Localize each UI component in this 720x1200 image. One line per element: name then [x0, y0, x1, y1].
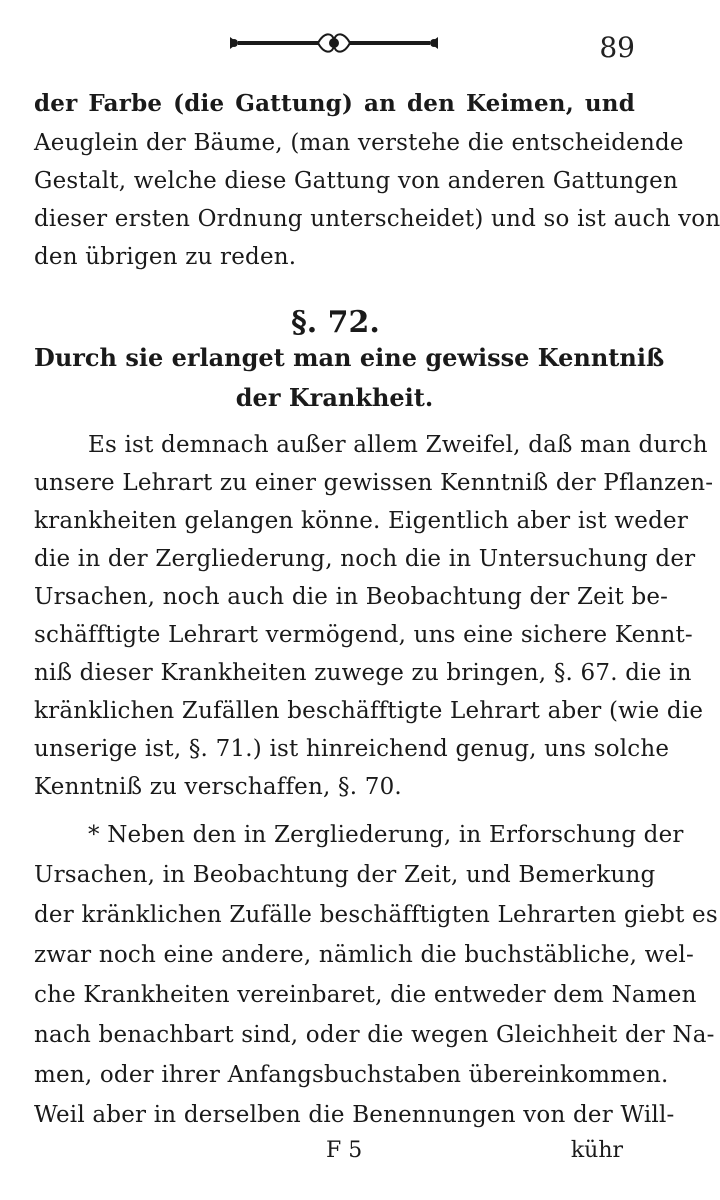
- printer-ornament-icon: [228, 28, 440, 58]
- note-line: * Neben den in Zergliederung, in Erforschung der: [88, 822, 684, 848]
- text-line: kränklichen Zufällen beschäfftigte Lehrart aber (wie die: [34, 698, 704, 724]
- text-line: schäfftigte Lehrart vermögend, uns eine sichere Kennt-: [34, 622, 693, 648]
- note-line: der kränklichen Zufälle beschäfftigten Lehrarten giebt es: [34, 902, 718, 928]
- note-line: nach benachbart sind, oder die wegen Gleichheit der Na-: [34, 1022, 715, 1048]
- note-line: men, oder ihrer Anfangsbuchstaben übereinkommen.: [34, 1062, 669, 1088]
- note-line: Ursachen, in Beobachtung der Zeit, und Bemerkung: [34, 862, 656, 888]
- signature-mark: F 5: [326, 1138, 363, 1163]
- text-line: Aeuglein der Bäume, (man verstehe die entscheidende: [34, 130, 684, 156]
- section-heading: der Krankheit.: [235, 383, 434, 412]
- text-line: unsere Lehrart zu einer gewissen Kenntniß der Pflanzen-: [34, 470, 714, 496]
- note-line: Weil aber in derselben die Benennungen von der Will-: [34, 1102, 675, 1128]
- text-line: die in der Zergliederung, noch die in Untersuchung der: [34, 546, 696, 572]
- section-heading: Durch sie erlanget man eine gewisse Kenntniß: [34, 343, 665, 372]
- text-line: Ursachen, noch auch die in Beobachtung der Zeit be-: [34, 584, 669, 610]
- note-line: zwar noch eine andere, nämlich die buchstäbliche, wel-: [34, 942, 694, 968]
- page-number: 89: [599, 31, 635, 64]
- text-line: den übrigen zu reden.: [34, 244, 297, 270]
- text-line: Es ist demnach außer allem Zweifel, daß man durch: [88, 432, 708, 458]
- text-line: niß dieser Krankheiten zuwege zu bringen, §. 67. die in: [34, 660, 692, 686]
- text-line: unserige ist, §. 71.) ist hinreichend genug, uns solche: [34, 736, 670, 762]
- note-line: che Krankheiten vereinbaret, die entweder dem Namen: [34, 982, 697, 1008]
- text-line: krankheiten gelangen könne. Eigentlich aber ist weder: [34, 508, 689, 534]
- text-line: dieser ersten Ordnung unterscheidet) und so ist auch von: [34, 206, 720, 232]
- section-mark: §. 72.: [291, 305, 380, 340]
- text-line: der Farbe (die Gattung) an den Keimen, und: [34, 90, 635, 117]
- text-line: Gestalt, welche diese Gattung von anderen Gattungen: [34, 168, 678, 194]
- catchword: kühr: [570, 1138, 623, 1163]
- text-line: Kenntniß zu verschaffen, §. 70.: [34, 774, 402, 800]
